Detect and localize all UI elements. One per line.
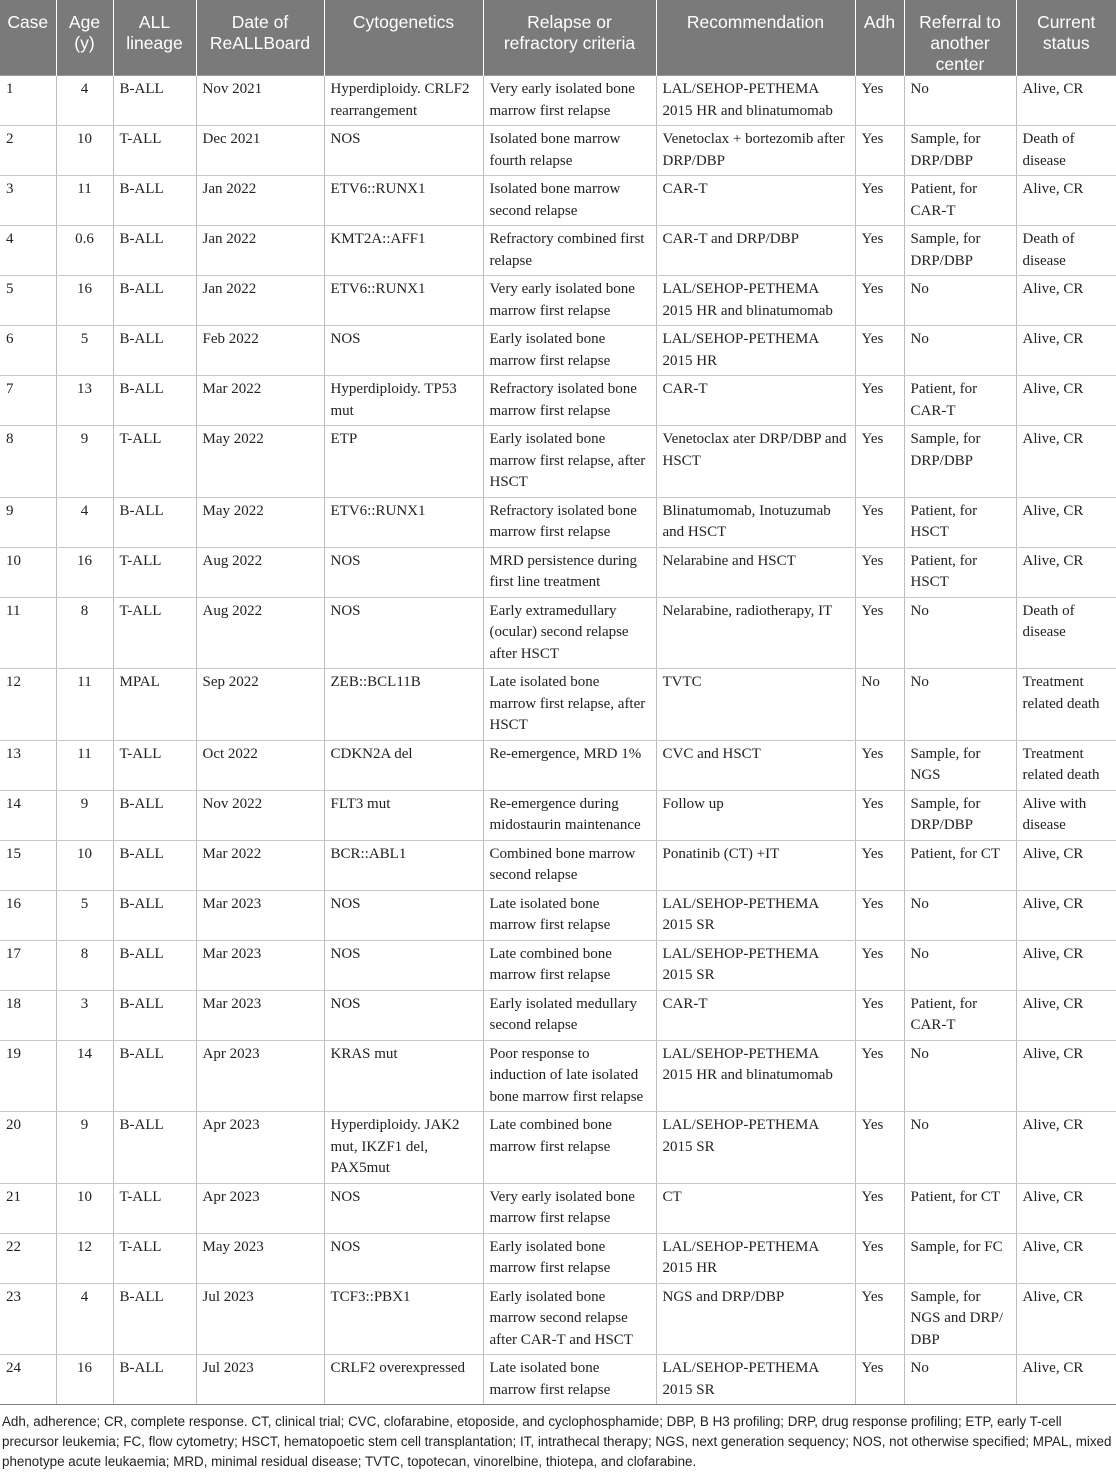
cell-date: Jul 2023 [196,1355,324,1405]
cell-cytogenetics: NOS [324,1233,483,1283]
cell-referral: No [904,669,1016,741]
cell-lineage: B-ALL [113,890,196,940]
cell-adherence: Yes [855,1040,904,1112]
table-row [0,790,1116,840]
col-header-date: Date of ReALLBoard [196,0,324,76]
cell-date: Feb 2022 [196,326,324,376]
cell-referral: Patient, for HSCT [904,547,1016,597]
cell-adherence: Yes [855,76,904,126]
cell-status: Alive, CR [1016,497,1116,547]
cell-age: 9 [56,426,113,498]
col-header-status: Current status [1016,0,1116,76]
cell-status: Alive, CR [1016,426,1116,498]
cell-cytogenetics: Hyperdiploidy. TP53 mut [324,376,483,426]
table-row [0,76,1116,126]
cell-relapse-criteria: Combined bone marrow second relapse [483,840,656,890]
cell-age: 5 [56,326,113,376]
cell-case: 19 [0,1040,56,1112]
table-row [0,376,1116,426]
cell-adherence: Yes [855,426,904,498]
cell-referral: Sample, for DRP/DBP [904,226,1016,276]
cell-lineage: B-ALL [113,1355,196,1405]
table-row [0,426,1116,498]
cell-referral: No [904,1355,1016,1405]
cell-adherence: Yes [855,126,904,176]
cell-age: 16 [56,547,113,597]
cell-lineage: MPAL [113,669,196,741]
cell-referral: No [904,1112,1016,1184]
cell-age: 9 [56,1112,113,1184]
cell-lineage: T-ALL [113,1183,196,1233]
cell-lineage: B-ALL [113,990,196,1040]
cell-referral: No [904,276,1016,326]
cell-referral: Patient, for CT [904,1183,1016,1233]
cell-adherence: Yes [855,226,904,276]
cell-adherence: Yes [855,276,904,326]
cell-relapse-criteria: Early isolated bone marrow second relapse after CAR-T and HSCT [483,1283,656,1355]
cell-age: 10 [56,1183,113,1233]
cell-relapse-criteria: Refractory isolated bone marrow first relapse [483,497,656,547]
cell-adherence: Yes [855,597,904,669]
cell-cytogenetics: NOS [324,126,483,176]
cell-date: Sep 2022 [196,669,324,741]
cell-status: Treatment related death [1016,669,1116,741]
cell-case: 3 [0,176,56,226]
cell-status: Alive, CR [1016,890,1116,940]
cell-cytogenetics: NOS [324,940,483,990]
cell-lineage: B-ALL [113,76,196,126]
cell-recommendation: NGS and DRP/DBP [656,1283,855,1355]
cell-status: Death of disease [1016,597,1116,669]
cell-referral: No [904,76,1016,126]
cell-referral: Sample, for NGS [904,740,1016,790]
cell-date: Apr 2023 [196,1040,324,1112]
header-row [0,0,1116,76]
cell-recommendation: LAL/SEHOP-PETHEMA 2015 SR [656,890,855,940]
table-row [0,990,1116,1040]
table-row [0,890,1116,940]
cell-date: Apr 2023 [196,1112,324,1184]
cell-adherence: Yes [855,740,904,790]
cell-cytogenetics: ETP [324,426,483,498]
cell-case: 6 [0,326,56,376]
col-header-relapse-criteria: Relapse or refractory criteria [483,0,656,76]
cell-lineage: T-ALL [113,740,196,790]
table-row [0,1233,1116,1283]
cell-date: Mar 2023 [196,940,324,990]
cell-date: Mar 2023 [196,990,324,1040]
cell-referral: Patient, for HSCT [904,497,1016,547]
col-header-adherence: Adh [855,0,904,76]
cell-relapse-criteria: MRD persistence during first line treatment [483,547,656,597]
cell-recommendation: CAR-T [656,176,855,226]
cell-adherence: Yes [855,1183,904,1233]
cell-adherence: Yes [855,940,904,990]
cell-lineage: B-ALL [113,1040,196,1112]
cell-relapse-criteria: Late isolated bone marrow first relapse [483,1355,656,1405]
cell-cytogenetics: CRLF2 overexpressed [324,1355,483,1405]
cell-recommendation: LAL/SEHOP-PETHEMA 2015 HR and blinatumomab [656,1040,855,1112]
cell-lineage: T-ALL [113,597,196,669]
cell-date: Dec 2021 [196,126,324,176]
cell-relapse-criteria: Very early isolated bone marrow first relapse [483,1183,656,1233]
cell-cytogenetics: NOS [324,990,483,1040]
cell-age: 16 [56,1355,113,1405]
col-header-age: Age (y) [56,0,113,76]
cell-date: May 2023 [196,1233,324,1283]
cell-date: Jan 2022 [196,276,324,326]
cell-cytogenetics: NOS [324,326,483,376]
cell-status: Alive, CR [1016,990,1116,1040]
table-row [0,669,1116,741]
cell-age: 3 [56,990,113,1040]
cell-cytogenetics: NOS [324,597,483,669]
cell-cytogenetics: NOS [324,1183,483,1233]
cell-cytogenetics: Hyperdiploidy. JAK2 mut, IKZF1 del, PAX5mut [324,1112,483,1184]
cell-relapse-criteria: Late combined bone marrow first relapse [483,940,656,990]
cell-cytogenetics: ETV6::RUNX1 [324,176,483,226]
cell-adherence: Yes [855,1283,904,1355]
cell-relapse-criteria: Early isolated bone marrow first relapse [483,1233,656,1283]
cell-relapse-criteria: Very early isolated bone marrow first relapse [483,76,656,126]
cell-status: Alive, CR [1016,840,1116,890]
cell-case: 5 [0,276,56,326]
cell-referral: No [904,890,1016,940]
cell-case: 16 [0,890,56,940]
cell-cytogenetics: NOS [324,547,483,597]
table-row [0,1283,1116,1355]
cell-case: 1 [0,76,56,126]
cell-lineage: T-ALL [113,1233,196,1283]
cell-case: 10 [0,547,56,597]
cell-adherence: Yes [855,790,904,840]
cell-age: 4 [56,76,113,126]
cell-recommendation: CT [656,1183,855,1233]
cell-cytogenetics: BCR::ABL1 [324,840,483,890]
cell-case: 4 [0,226,56,276]
cell-age: 4 [56,1283,113,1355]
cell-age: 8 [56,597,113,669]
cell-recommendation: LAL/SEHOP-PETHEMA 2015 SR [656,940,855,990]
cell-recommendation: CAR-T [656,990,855,1040]
cell-age: 10 [56,840,113,890]
cell-lineage: B-ALL [113,1283,196,1355]
cell-status: Alive, CR [1016,326,1116,376]
table-row [0,1355,1116,1405]
cell-relapse-criteria: Late isolated bone marrow first relapse, after HSCT [483,669,656,741]
cell-referral: No [904,940,1016,990]
cell-recommendation: CAR-T [656,376,855,426]
table-row [0,547,1116,597]
table-row [0,126,1116,176]
cell-status: Alive, CR [1016,1040,1116,1112]
cell-cytogenetics: NOS [324,890,483,940]
cell-recommendation: LAL/SEHOP-PETHEMA 2015 SR [656,1355,855,1405]
cell-recommendation: CAR-T and DRP/DBP [656,226,855,276]
table-body [0,76,1116,1405]
cell-status: Alive, CR [1016,940,1116,990]
cell-age: 16 [56,276,113,326]
cell-relapse-criteria: Poor response to induction of late isolated bone marrow first relapse [483,1040,656,1112]
cell-recommendation: LAL/SEHOP-PETHEMA 2015 HR [656,326,855,376]
cell-lineage: B-ALL [113,1112,196,1184]
cell-case: 9 [0,497,56,547]
cell-adherence: Yes [855,547,904,597]
cell-age: 11 [56,669,113,741]
cell-status: Alive, CR [1016,1233,1116,1283]
cell-status: Death of disease [1016,126,1116,176]
cell-relapse-criteria: Late isolated bone marrow first relapse [483,890,656,940]
cell-lineage: T-ALL [113,426,196,498]
cell-case: 22 [0,1233,56,1283]
cell-lineage: B-ALL [113,326,196,376]
cell-lineage: T-ALL [113,547,196,597]
cell-cytogenetics: ETV6::RUNX1 [324,497,483,547]
cell-case: 13 [0,740,56,790]
cell-lineage: B-ALL [113,940,196,990]
cell-age: 11 [56,740,113,790]
cell-referral: Sample, for FC [904,1233,1016,1283]
cell-status: Alive, CR [1016,1355,1116,1405]
cell-case: 24 [0,1355,56,1405]
cell-age: 13 [56,376,113,426]
cell-referral: No [904,1040,1016,1112]
cell-recommendation: Nelarabine, radiotherapy, IT [656,597,855,669]
cell-status: Alive, CR [1016,1183,1116,1233]
cell-case: 17 [0,940,56,990]
col-header-referral: Referral to another center [904,0,1016,76]
cell-status: Alive, CR [1016,176,1116,226]
cell-recommendation: Nelarabine and HSCT [656,547,855,597]
cell-case: 12 [0,669,56,741]
cell-recommendation: LAL/SEHOP-PETHEMA 2015 HR and blinatumomab [656,76,855,126]
cell-date: Aug 2022 [196,547,324,597]
cell-status: Alive, CR [1016,1112,1116,1184]
cell-date: Jan 2022 [196,176,324,226]
cell-date: Nov 2022 [196,790,324,840]
cell-relapse-criteria: Early isolated medullary second relapse [483,990,656,1040]
cell-status: Alive, CR [1016,1283,1116,1355]
table-row [0,740,1116,790]
cell-adherence: Yes [855,497,904,547]
table-row [0,840,1116,890]
cell-cytogenetics: CDKN2A del [324,740,483,790]
col-header-lineage: ALL lineage [113,0,196,76]
cell-cytogenetics: ZEB::BCL11B [324,669,483,741]
cell-referral: Patient, for CAR-T [904,176,1016,226]
table-row [0,1040,1116,1112]
cell-referral: Sample, for DRP/DBP [904,126,1016,176]
table-row [0,1183,1116,1233]
cell-referral: Sample, for NGS and DRP/ DBP [904,1283,1016,1355]
table-row [0,226,1116,276]
cell-relapse-criteria: Re-emergence during midostaurin maintenance [483,790,656,840]
cell-lineage: B-ALL [113,226,196,276]
cell-adherence: Yes [855,840,904,890]
cell-recommendation: LAL/SEHOP-PETHEMA 2015 SR [656,1112,855,1184]
cell-relapse-criteria: Isolated bone marrow second relapse [483,176,656,226]
cell-relapse-criteria: Late combined bone marrow first relapse [483,1112,656,1184]
cell-referral: Patient, for CAR-T [904,376,1016,426]
cell-recommendation: Follow up [656,790,855,840]
cell-adherence: Yes [855,326,904,376]
cell-cytogenetics: KRAS mut [324,1040,483,1112]
cell-recommendation: CVC and HSCT [656,740,855,790]
cell-case: 20 [0,1112,56,1184]
cell-referral: Sample, for DRP/DBP [904,790,1016,840]
col-header-cytogenetics: Cytogenetics [324,0,483,76]
cell-age: 8 [56,940,113,990]
cell-referral: Patient, for CAR-T [904,990,1016,1040]
cell-age: 0.6 [56,226,113,276]
cell-relapse-criteria: Isolated bone marrow fourth relapse [483,126,656,176]
table-row [0,497,1116,547]
cell-case: 7 [0,376,56,426]
cell-relapse-criteria: Refractory combined first relapse [483,226,656,276]
cell-relapse-criteria: Very early isolated bone marrow first relapse [483,276,656,326]
cell-recommendation: Ponatinib (CT) +IT [656,840,855,890]
cell-relapse-criteria: Early isolated bone marrow first relapse [483,326,656,376]
cell-relapse-criteria: Early extramedullary (ocular) second relapse after HSCT [483,597,656,669]
table-row [0,940,1116,990]
cell-age: 4 [56,497,113,547]
cell-recommendation: LAL/SEHOP-PETHEMA 2015 HR and blinatumomab [656,276,855,326]
cell-relapse-criteria: Re-emergence, MRD 1% [483,740,656,790]
cell-date: Mar 2023 [196,890,324,940]
cell-relapse-criteria: Refractory isolated bone marrow first relapse [483,376,656,426]
cell-status: Alive, CR [1016,276,1116,326]
cell-cytogenetics: FLT3 mut [324,790,483,840]
cell-age: 9 [56,790,113,840]
cell-age: 10 [56,126,113,176]
cell-lineage: T-ALL [113,126,196,176]
cell-age: 11 [56,176,113,226]
table-row [0,597,1116,669]
cell-age: 5 [56,890,113,940]
cell-case: 11 [0,597,56,669]
cell-status: Alive with disease [1016,790,1116,840]
col-header-case: Case [0,0,56,76]
cell-recommendation: Venetoclax ater DRP/DBP and HSCT [656,426,855,498]
table-row [0,1112,1116,1184]
cell-referral: No [904,597,1016,669]
cell-status: Alive, CR [1016,547,1116,597]
cell-cytogenetics: ETV6::RUNX1 [324,276,483,326]
cell-age: 12 [56,1233,113,1283]
cell-case: 2 [0,126,56,176]
cell-adherence: Yes [855,1233,904,1283]
cell-adherence: Yes [855,1112,904,1184]
cell-adherence: Yes [855,376,904,426]
cell-lineage: B-ALL [113,790,196,840]
cell-cytogenetics: TCF3::PBX1 [324,1283,483,1355]
cell-adherence: Yes [855,890,904,940]
table-row [0,276,1116,326]
cell-date: Jul 2023 [196,1283,324,1355]
cell-referral: Patient, for CT [904,840,1016,890]
cell-case: 14 [0,790,56,840]
cell-adherence: Yes [855,990,904,1040]
cell-date: May 2022 [196,426,324,498]
cell-referral: No [904,326,1016,376]
cell-adherence: Yes [855,176,904,226]
cell-case: 15 [0,840,56,890]
cell-lineage: B-ALL [113,276,196,326]
table-row [0,326,1116,376]
table-footnote: Adh, adherence; CR, complete response. CT, clinical trial; CVC, clofarabine, etoposide, and cyclophosphamide; DBP, B H3 profiling; DRP, drug response profiling; ETP, early T-cell precursor leukemia; FC, flow cytometry; HSCT, hematopoetic stem cell transplantation; IT, intrathecal therapy; NGS, next generation sequency; NOS, not otherwise specified; MPAL, mixed phenotype acute leukaemia; MRD, minimal residual disease; TVTC, topotecan, vinorelbine, thiotepa, and clofarabine. [2,1414,1112,1469]
cell-cytogenetics: Hyperdiploidy. CRLF2 rearrangement [324,76,483,126]
cell-lineage: B-ALL [113,176,196,226]
cell-recommendation: Blinatumomab, Inotuzumab and HSCT [656,497,855,547]
table-header [0,0,1116,76]
cell-status: Treatment related death [1016,740,1116,790]
cell-case: 21 [0,1183,56,1233]
cell-date: May 2022 [196,497,324,547]
cell-date: Oct 2022 [196,740,324,790]
cell-date: Apr 2023 [196,1183,324,1233]
cell-lineage: B-ALL [113,497,196,547]
cell-status: Alive, CR [1016,376,1116,426]
cell-age: 14 [56,1040,113,1112]
cell-date: Mar 2022 [196,840,324,890]
cell-date: Nov 2021 [196,76,324,126]
cell-adherence: No [855,669,904,741]
cell-recommendation: TVTC [656,669,855,741]
cell-lineage: B-ALL [113,840,196,890]
cell-case: 18 [0,990,56,1040]
table-row [0,176,1116,226]
cell-lineage: B-ALL [113,376,196,426]
cell-date: Jan 2022 [196,226,324,276]
cell-recommendation: Venetoclax + bortezomib after DRP/DBP [656,126,855,176]
cell-date: Mar 2022 [196,376,324,426]
cell-status: Alive, CR [1016,76,1116,126]
cell-referral: Sample, for DRP/DBP [904,426,1016,498]
cell-case: 8 [0,426,56,498]
cell-recommendation: LAL/SEHOP-PETHEMA 2015 HR [656,1233,855,1283]
col-header-recommendation: Recommendation [656,0,855,76]
cell-case: 23 [0,1283,56,1355]
cell-relapse-criteria: Early isolated bone marrow first relapse, after HSCT [483,426,656,498]
cell-cytogenetics: KMT2A::AFF1 [324,226,483,276]
cell-status: Death of disease [1016,226,1116,276]
cell-adherence: Yes [855,1355,904,1405]
cell-date: Aug 2022 [196,597,324,669]
